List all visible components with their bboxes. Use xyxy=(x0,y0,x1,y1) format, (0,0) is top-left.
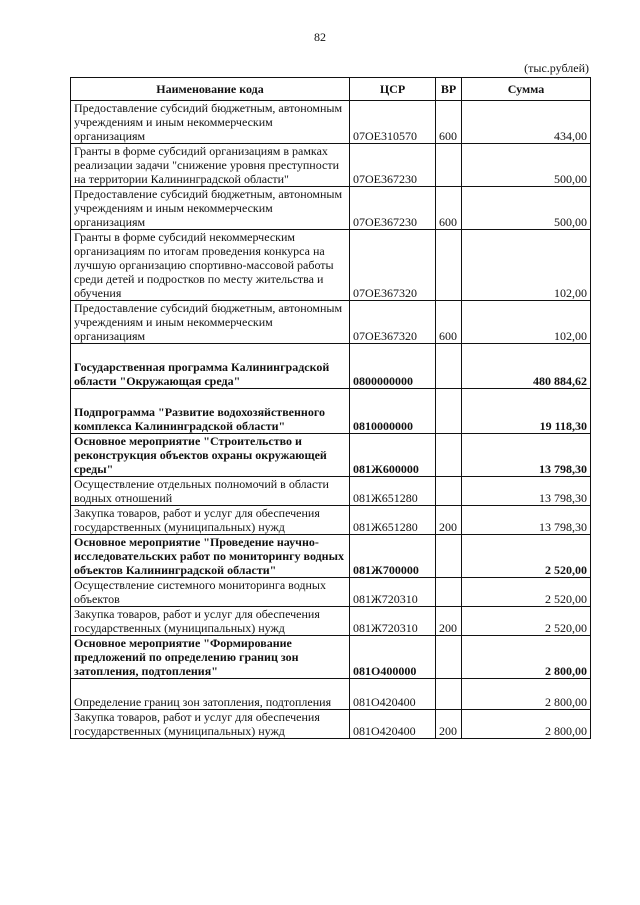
cell-csr: 081Ж700000 xyxy=(350,535,436,578)
cell-vr xyxy=(436,434,462,477)
table-body xyxy=(71,101,591,739)
table-row xyxy=(71,578,591,607)
table-row xyxy=(71,187,591,230)
header-vr: ВР xyxy=(436,78,462,101)
table-header-row xyxy=(71,78,591,101)
cell-name: Предоставление субсидий бюджетным, автономным учреждениям и иным некоммерческим организациям xyxy=(71,301,350,344)
table-row xyxy=(71,679,591,710)
cell-csr: 081О420400 xyxy=(350,710,436,739)
table-row xyxy=(71,506,591,535)
cell-name: Подпрограмма "Развитие водохозяйственного комплекса Калининградской области" xyxy=(71,389,350,434)
cell-sum: 102,00 xyxy=(462,230,591,301)
units-label: (тыс.рублей) xyxy=(524,61,589,75)
header-csr: ЦСР xyxy=(350,78,436,101)
cell-name: Закупка товаров, работ и услуг для обеспечения государственных (муниципальных) нужд xyxy=(71,710,350,739)
cell-vr xyxy=(436,679,462,710)
cell-sum: 2 520,00 xyxy=(462,578,591,607)
cell-name: Осуществление отдельных полномочий в области водных отношений xyxy=(71,477,350,506)
cell-sum: 102,00 xyxy=(462,301,591,344)
table-row xyxy=(71,101,591,144)
table-row xyxy=(71,344,591,389)
cell-csr: 07ОЕ367230 xyxy=(350,187,436,230)
cell-name: Определение границ зон затопления, подтопления xyxy=(71,679,350,710)
cell-name: Осуществление системного мониторинга водных объектов xyxy=(71,578,350,607)
page-number: 82 xyxy=(314,30,326,44)
table-row xyxy=(71,607,591,636)
table-row xyxy=(71,301,591,344)
cell-csr: 081Ж720310 xyxy=(350,578,436,607)
cell-sum: 13 798,30 xyxy=(462,506,591,535)
table-row xyxy=(71,535,591,578)
header-name: Наименование кода xyxy=(71,78,350,101)
cell-vr xyxy=(436,477,462,506)
cell-sum: 2 800,00 xyxy=(462,636,591,679)
cell-csr: 081Ж600000 xyxy=(350,434,436,477)
cell-vr xyxy=(436,636,462,679)
cell-name: Основное мероприятие "Строительство и реконструкция объектов охраны окружающей среды" xyxy=(71,434,350,477)
cell-name: Гранты в форме субсидий некоммерческим организациям по итогам проведения конкурса на лучшую организацию спортивно-массовой работы среди детей и подростков по месту жительства и обучения xyxy=(71,230,350,301)
cell-name: Основное мероприятие "Формирование предложений по определению границ зон затопления, подтопления" xyxy=(71,636,350,679)
cell-name: Гранты в форме субсидий организациям в рамках реализации задачи "снижение уровня преступности на территории Калининградской области" xyxy=(71,144,350,187)
header-sum: Сумма xyxy=(462,78,591,101)
table-row xyxy=(71,477,591,506)
cell-vr: 200 xyxy=(436,607,462,636)
cell-csr: 081Ж651280 xyxy=(350,477,436,506)
table-row xyxy=(71,710,591,739)
cell-vr xyxy=(436,230,462,301)
cell-csr: 07ОЕ310570 xyxy=(350,101,436,144)
cell-csr: 07ОЕ367230 xyxy=(350,144,436,187)
cell-csr: 07ОЕ367320 xyxy=(350,230,436,301)
cell-sum: 13 798,30 xyxy=(462,477,591,506)
table-row xyxy=(71,230,591,301)
cell-name: Основное мероприятие "Проведение научно-исследовательских работ по мониторингу водных объектов Калининградской области" xyxy=(71,535,350,578)
cell-sum: 480 884,62 xyxy=(462,344,591,389)
cell-vr xyxy=(436,535,462,578)
cell-vr: 200 xyxy=(436,710,462,739)
cell-csr: 07ОЕ367320 xyxy=(350,301,436,344)
cell-csr: 0800000000 xyxy=(350,344,436,389)
cell-vr: 600 xyxy=(436,101,462,144)
cell-sum: 2 520,00 xyxy=(462,607,591,636)
cell-sum: 500,00 xyxy=(462,144,591,187)
table-row xyxy=(71,636,591,679)
cell-vr: 200 xyxy=(436,506,462,535)
budget-table xyxy=(70,77,591,739)
cell-vr xyxy=(436,144,462,187)
cell-sum: 500,00 xyxy=(462,187,591,230)
cell-name: Закупка товаров, работ и услуг для обеспечения государственных (муниципальных) нужд xyxy=(71,506,350,535)
cell-name: Государственная программа Калининградской области "Окружающая среда" xyxy=(71,344,350,389)
table-row xyxy=(71,389,591,434)
cell-sum: 2 800,00 xyxy=(462,679,591,710)
cell-csr: 081О420400 xyxy=(350,679,436,710)
cell-vr: 600 xyxy=(436,301,462,344)
cell-vr xyxy=(436,344,462,389)
cell-sum: 2 800,00 xyxy=(462,710,591,739)
table-row xyxy=(71,434,591,477)
cell-sum: 13 798,30 xyxy=(462,434,591,477)
cell-name: Предоставление субсидий бюджетным, автономным учреждениям и иным некоммерческим организациям xyxy=(71,101,350,144)
cell-csr: 081О400000 xyxy=(350,636,436,679)
cell-sum: 19 118,30 xyxy=(462,389,591,434)
cell-vr xyxy=(436,578,462,607)
cell-name: Предоставление субсидий бюджетным, автономным учреждениям и иным некоммерческим организациям xyxy=(71,187,350,230)
cell-csr: 0810000000 xyxy=(350,389,436,434)
cell-csr: 081Ж651280 xyxy=(350,506,436,535)
cell-name: Закупка товаров, работ и услуг для обеспечения государственных (муниципальных) нужд xyxy=(71,607,350,636)
cell-sum: 434,00 xyxy=(462,101,591,144)
cell-vr: 600 xyxy=(436,187,462,230)
cell-vr xyxy=(436,389,462,434)
cell-sum: 2 520,00 xyxy=(462,535,591,578)
cell-csr: 081Ж720310 xyxy=(350,607,436,636)
table-row xyxy=(71,144,591,187)
